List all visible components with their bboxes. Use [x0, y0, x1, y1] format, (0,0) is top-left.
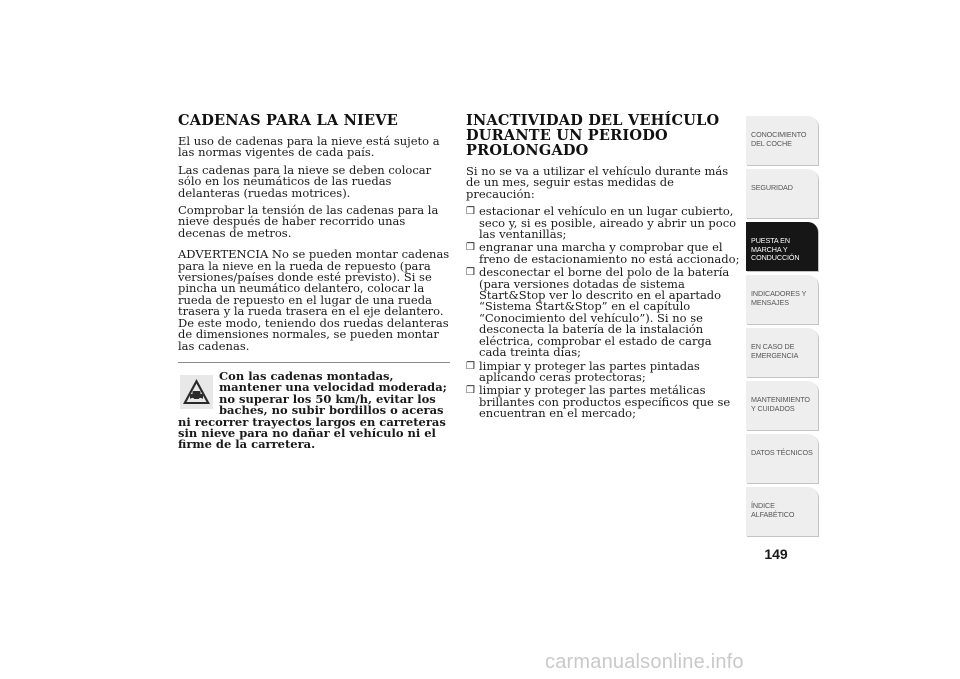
tab-en-caso-de-emergencia[interactable]: EN CASO DE EMERGENCIA: [746, 328, 818, 377]
precaution-list: [466, 206, 741, 419]
paragraph: Comprobar la tensión de las cadenas para la nieve después de haber recorrido unas decenas de metros.: [178, 203, 439, 240]
chapter-tabs: [746, 116, 818, 540]
tab-seguridad[interactable]: SEGURIDAD: [746, 169, 818, 218]
section-title-snow-chains: CADENAS PARA LA NIEVE: [178, 112, 398, 129]
left-column: [178, 113, 450, 451]
list-item: ❒ engranar una marcha y comprobar que el freno de estacionamiento no está accionado;: [466, 240, 740, 266]
list-item: ❒ limpiar y proteger las partes pintadas aplicando ceras protectoras;: [466, 358, 700, 384]
warning-text: Con las cadenas montadas, mantener una velocidad moderada; no superar los 50 km/h, evitar los baches, no subir bordillos o aceras ni recorrer trayectos largos en carreteras sin nieve para no dañar el vehículo ni el firme de la carretera.: [178, 368, 447, 452]
page-number: 149: [764, 546, 788, 562]
tab-mantenimiento-y-cuidados[interactable]: MANTENIMIENTO Y CUIDADOS: [746, 381, 818, 430]
watermark-text: carmanualsonline.info: [545, 651, 744, 673]
section-title-vehicle-inactivity: INACTIVIDAD DEL VEHÍCULO DURANTE UN PERIODO PROLONGADO: [466, 112, 720, 159]
tab-indicadores-y-mensajes[interactable]: INDICADORES Y MENSAJES: [746, 275, 818, 324]
tab-datos-tecnicos[interactable]: DATOS TÉCNICOS: [746, 434, 818, 483]
warning-box: [178, 362, 450, 451]
checkbox-bullet-icon: ❒: [466, 242, 475, 254]
list-item: ❒ estacionar el vehículo en un lugar cubierto, seco y, si es posible, aireado y abrir un poco las ventanillas;: [466, 204, 737, 242]
list-item: ❒ limpiar y proteger las partes metálicas brillantes con productos específicos que se encuentran en el mercado;: [466, 383, 731, 421]
checkbox-bullet-icon: ❒: [466, 206, 475, 218]
checkbox-bullet-icon: ❒: [466, 267, 475, 279]
warning-car-icon: [180, 375, 213, 409]
paragraph: Las cadenas para la nieve se deben colocar sólo en los neumáticos de las ruedas delanteras (ruedas motrices).: [178, 162, 432, 200]
tab-conocimiento-del-coche[interactable]: CONOCIMIENTO DEL COCHE: [746, 116, 818, 165]
advertencia-paragraph: ADVERTENCIA No se pueden montar cadenas para la nieve en la rueda de repuesto (para versiones/países donde esté previsto). Si se pincha un neumático delantero, colocar la rueda de repuesto en el lugar de una rueda trasera y la rueda trasera en el eje delantero. De este modo, teniendo dos ruedas delanteras de dimensiones normales, se pueden montar las cadenas.: [178, 247, 450, 353]
right-column: [466, 113, 741, 422]
checkbox-bullet-icon: ❒: [466, 385, 475, 397]
paragraph: El uso de cadenas para la nieve está sujeto a las normas vigentes de cada país.: [178, 134, 440, 160]
tab-puesta-en-marcha[interactable]: PUESTA EN MARCHA Y CONDUCCIÓN: [746, 222, 818, 271]
tab-indice-alfabetico[interactable]: ÍNDICE ALFABÉTICO: [746, 487, 818, 536]
intro-paragraph: Si no se va a utilizar el vehículo durante más de un mes, seguir estas medidas de precaución:: [466, 164, 729, 201]
checkbox-bullet-icon: ❒: [466, 360, 475, 372]
list-item: ❒ desconectar el borne del polo de la batería (para versiones dotadas de sistema Start&Stop ver lo descrito en el apartado “Sistema Start&Stop” en el capítulo “Conocimiento del vehículo”). Si no se desconecta la batería de la instalación eléctrica, comprobar el estado de carga cada treinta días;: [466, 265, 730, 360]
